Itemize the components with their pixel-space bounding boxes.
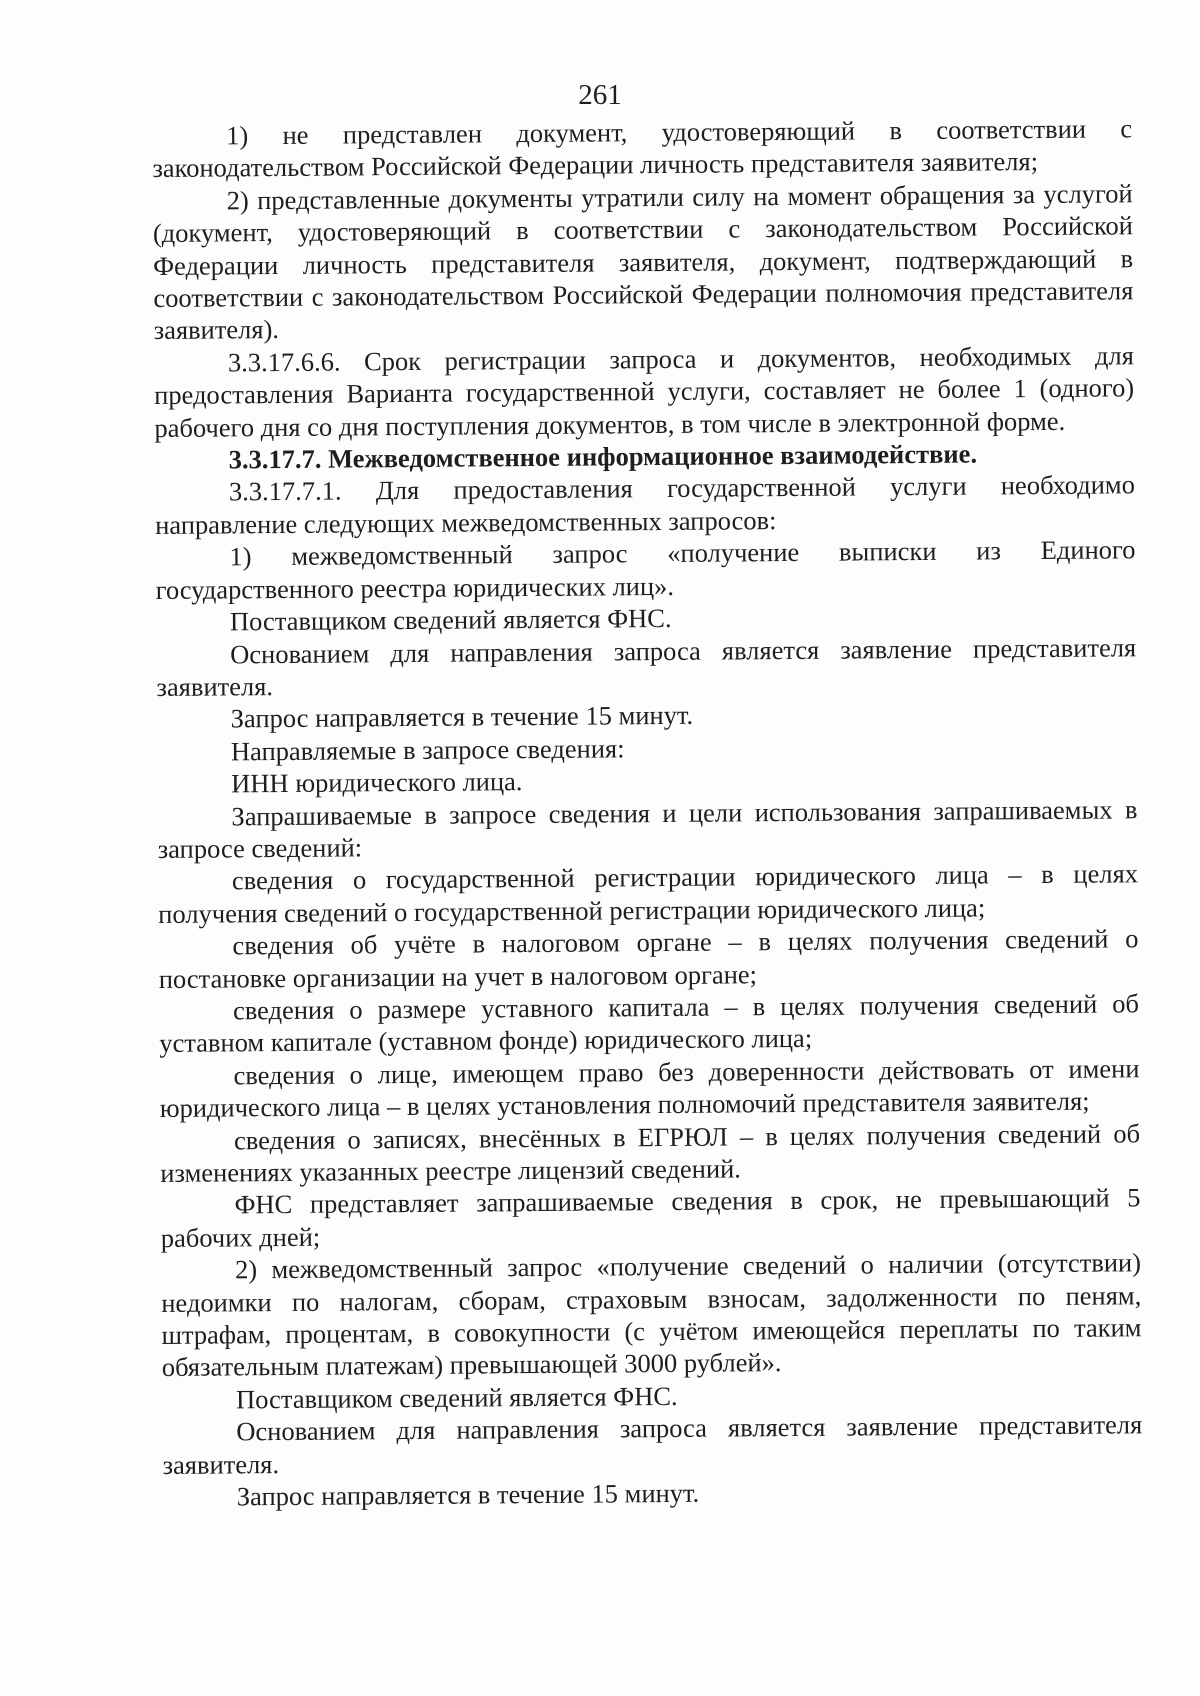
- paragraph: ФНС представляет запрашиваемые сведения в срок, не превышающий 5 рабочих дней;: [160, 1182, 1141, 1253]
- paragraph: ИНН юридического лица.: [231, 766, 523, 799]
- paragraph: сведения о записях, внесённых в ЕГРЮЛ – в целях получения сведений об изменениях указанных реестре лицензий сведений.: [160, 1117, 1141, 1188]
- document-body: [152, 112, 1143, 1513]
- paragraph: Направляемые в запросе сведения:: [230, 733, 625, 767]
- page-number: 261: [578, 79, 622, 111]
- paragraph: 1) межведомственный запрос «получение выписки из Единого государственного реестра юридических лиц».: [155, 534, 1136, 605]
- paragraph: сведения о лице, имеющем право без доверенности действовать от имени юридического лица – в целях установления полномочий представителя заявителя;: [159, 1053, 1140, 1124]
- paragraph: 3.3.17.6.6. Срок регистрации запроса и документов, необходимых для предоставления Варианта государственной услуги, составляет не более 1 (одного) рабочего дня со дня поступления документов, в том числе в электронной форме.: [154, 340, 1135, 443]
- paragraph: 3.3.17.7.1. Для предоставления государственной услуги необходимо направление следующих межведомственных запросов:: [155, 469, 1136, 540]
- section-heading: 3.3.17.7. Межведомственное информационное взаимодействие.: [228, 438, 978, 475]
- paragraph: Запрашиваемые в запросе сведения и цели использования запрашиваемых в запросе сведений:: [157, 793, 1138, 864]
- paragraph: 1) не представлен документ, удостоверяющий в соответствии с законодательством Российской Федерации личность представителя заявителя;: [152, 113, 1133, 184]
- paragraph: Запрос направляется в течение 15 минут.: [230, 700, 694, 734]
- paragraph: сведения о размере уставного капитала – в целях получения сведений об уставном капитале (уставном фонде) юридического лица;: [159, 988, 1140, 1059]
- paragraph: 2) межведомственный запрос «получение сведений о наличии (отсутствии) недоимки по налогам, сборам, страховым взносам, задолженности по пеням, штрафам, процентам, в совокупности (с учётом имеющейся переплаты по таким обязательным платежам) превышающей 3000 рублей».: [161, 1247, 1142, 1383]
- paragraph: Поставщиком сведений является ФНС.: [229, 603, 672, 637]
- paragraph: 2) представленные документы утратили силу на момент обращения за услугой (документ, удостоверяющий в соответствии с законодательством Российской Федерации личность представителя заявителя, документ, подтверждающий в соответствии с законодательством Российской Федерации полномочия представителя заявителя).: [152, 178, 1134, 346]
- paragraph: Поставщиком сведений является ФНС.: [235, 1380, 678, 1415]
- paragraph: сведения о государственной регистрации юридического лица – в целях получения сведений о государственной регистрации юридического лица;: [158, 858, 1139, 929]
- paragraph: Основанием для направления запроса является заявление представителя заявителя.: [162, 1409, 1143, 1480]
- paragraph: Запрос направляется в течение 15 минут.: [236, 1477, 700, 1512]
- paragraph: Основанием для направления запроса является заявление представителя заявителя.: [156, 631, 1137, 702]
- paragraph: сведения об учёте в налоговом органе – в целях получения сведений о постановке организации на учет в налоговом органе;: [158, 923, 1139, 994]
